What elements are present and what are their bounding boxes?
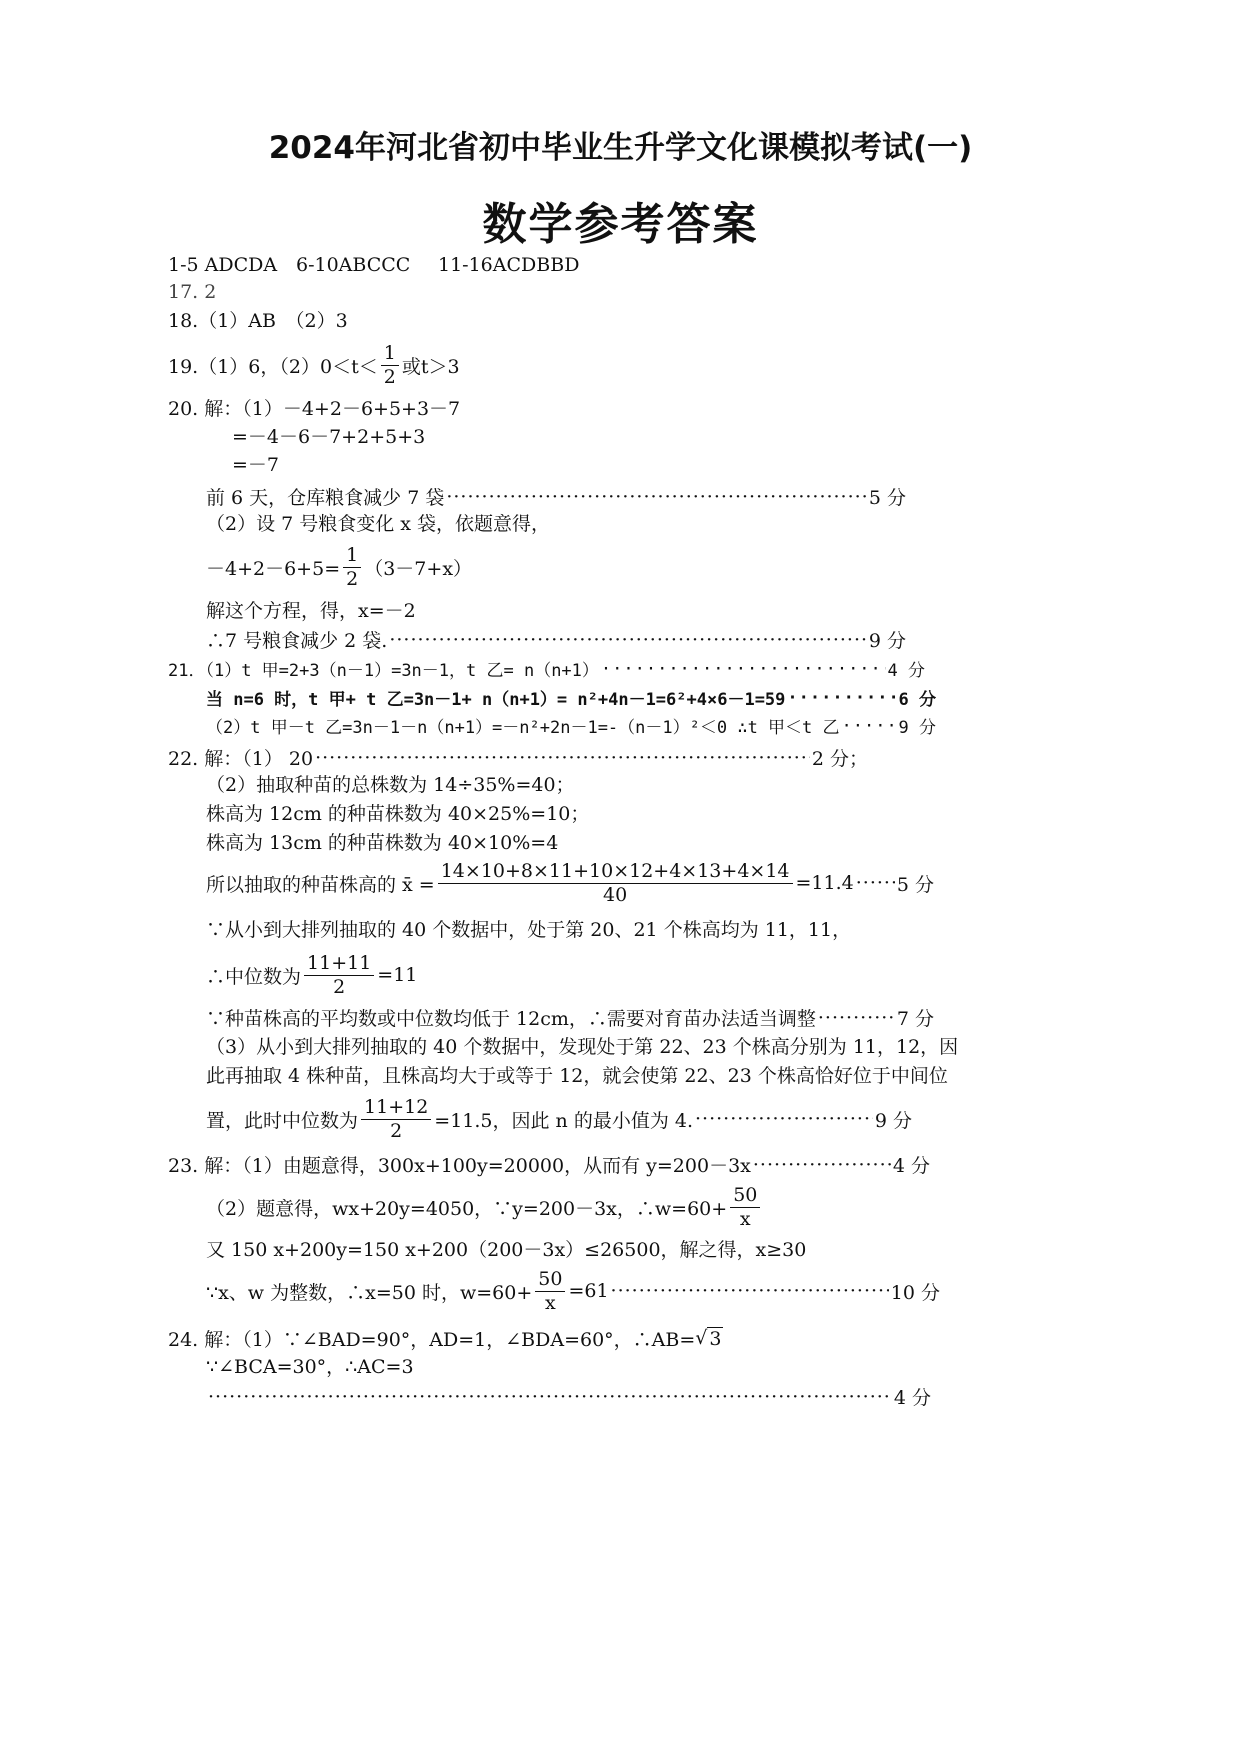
- q22-line-1: [168, 744, 868, 771]
- q22-mean-result: =11.4: [795, 872, 854, 895]
- q24-line-1-text: 24. 解：（1）∵∠BAD=90°，AD=1，∠BDA=60°，∴AB=: [168, 1329, 696, 1351]
- q20-line-6-left: －4+2－6+5=: [206, 557, 341, 580]
- q20-line-4-text: 前 6 天，仓库粮食减少 7 袋: [206, 487, 445, 509]
- fraction: [381, 342, 399, 389]
- numerator: 1: [343, 544, 361, 568]
- answer-19-part-b: 或t＞3: [401, 355, 460, 378]
- q24-line-3: [206, 1383, 931, 1410]
- q22-line-10: 此再抽取 4 株种苗，且株高均大于或等于 12，就会使第 22、23 个株高恰好位于中间位: [206, 1065, 948, 1087]
- q20-line-6-right: （3－7+x）: [364, 557, 473, 580]
- answer-19: [168, 342, 460, 389]
- leader-dots: [842, 716, 897, 736]
- q23-line-4-left: ∵x、w 为整数，∴x=50 时，w=60+: [206, 1281, 533, 1304]
- exam-title: 2024年河北省初中毕业生升学文化课模拟考试(一): [268, 130, 973, 166]
- q22-line-11: [206, 1096, 912, 1143]
- fraction: [304, 952, 374, 999]
- denominator: 2: [333, 975, 346, 998]
- score: 4 分: [892, 1155, 930, 1177]
- q20-line-3: =－7: [232, 454, 280, 476]
- denominator: x: [739, 1207, 751, 1230]
- q22-line-6: ∵从小到大排列抽取的 40 个数据中，处于第 20、21 个株高均为 11，11，: [206, 919, 852, 941]
- q23-line-3: 又 150 x+200y=150 x+200（200－3x）≤26500，解之得，x≥30: [206, 1239, 807, 1261]
- q21-line-1-text: 21．（1）t 甲=2+3（n－1）=3n－1，t 乙= n（n+1）: [168, 661, 599, 681]
- q21-line-3-text: （2）t 甲－t 乙=3n－1－n（n+1）=－n²+2n－1=-（n－1）²＜0 ∴t 甲＜t 乙: [206, 718, 840, 738]
- score: 10 分: [890, 1281, 940, 1304]
- q24-line-2: ∵∠BCA=30°，∴AC=3: [206, 1356, 414, 1378]
- sqrt-symbol: √ 3: [695, 1327, 722, 1350]
- q22-line-1-text: 22. 解：（1） 20: [168, 748, 314, 770]
- fraction: [438, 860, 793, 907]
- numerator: 50: [730, 1184, 760, 1208]
- q24-line-1: [168, 1325, 723, 1352]
- q20-line-4: [206, 483, 906, 510]
- score: 9 分: [868, 630, 906, 652]
- q22-mean-label: 所以抽取的种苗株高的 x̄ =: [206, 873, 435, 896]
- score: 6 分: [898, 690, 936, 710]
- leader-dots: [446, 486, 867, 508]
- numerator: 1: [381, 342, 399, 366]
- q23-line-1-text: 23. 解：（1）由题意得，300x+100y=20000，从而有 y=200－3x: [168, 1155, 751, 1177]
- q22-line-8-text: ∵种苗株高的平均数或中位数均低于 12cm，∴需要对育苗办法适当调整: [206, 1008, 816, 1030]
- fraction: [535, 1268, 565, 1315]
- leader-dots: [787, 688, 896, 708]
- q22-line-2: （2）抽取种苗的总株数为 14÷35%=40；: [206, 774, 575, 796]
- score: 9 分: [874, 1109, 912, 1132]
- numerator: 11+12: [361, 1096, 431, 1120]
- leader-dots: [389, 629, 867, 651]
- q21-line-1: [168, 656, 925, 681]
- q23-line-4: [206, 1268, 940, 1315]
- q23-line-2-text: （2）题意得，wx+20y=4050，∵y=200－3x，∴w=60+: [206, 1197, 728, 1220]
- q20-line-6: [206, 544, 472, 591]
- fraction: [730, 1184, 760, 1231]
- q23-line-2: [206, 1184, 763, 1231]
- leader-dots: [601, 659, 886, 679]
- score: 4 分: [893, 1387, 931, 1409]
- score: 7 分: [896, 1008, 934, 1030]
- answer-17: 17. 2: [168, 281, 217, 303]
- answer-title: 数学参考答案: [482, 199, 759, 250]
- q22-line-5: [206, 860, 934, 907]
- mc-group-2: 6-10ABCCC: [296, 254, 411, 276]
- fraction: [361, 1096, 431, 1143]
- leader-dots: [611, 1280, 889, 1302]
- leader-dots: [208, 1386, 892, 1408]
- q22-line-11-left: 置，此时中位数为: [206, 1109, 359, 1132]
- leader-dots: [856, 872, 895, 894]
- q22-line-8: [206, 1004, 934, 1031]
- q23-line-1: [168, 1151, 930, 1178]
- answer-18: 18.（1）AB （2）3: [168, 310, 348, 332]
- leader-dots: [753, 1154, 891, 1176]
- score: 5 分: [868, 487, 906, 509]
- numerator: 11+11: [304, 952, 374, 976]
- leader-dots: [695, 1108, 873, 1130]
- q21-line-2-text: 当 n=6 时，t 甲+ t 乙=3n－1+ n（n+1）= n²+4n－1=6²+4×6－1=59: [206, 690, 786, 710]
- q22-median-result: =11: [377, 964, 418, 987]
- numerator: 14×10+8×11+10×12+4×13+4×14: [438, 860, 793, 884]
- score: 5 分: [896, 873, 934, 896]
- q23-line-4-right: =61: [568, 1280, 609, 1303]
- q20-line-8-text: ∴7 号粮食减少 2 袋.: [206, 630, 388, 652]
- q20-line-7: 解这个方程，得，x=－2: [206, 600, 416, 622]
- q20-line-1: 20. 解：（1）－4+2－6+5+3－7: [168, 398, 461, 420]
- q21-line-3: [206, 713, 936, 738]
- radicand: 3: [709, 1328, 722, 1350]
- denominator: x: [544, 1291, 556, 1314]
- denominator: 2: [383, 365, 396, 388]
- fraction: [343, 544, 361, 591]
- score: 4 分: [887, 661, 925, 681]
- denominator: 2: [346, 567, 359, 590]
- q21-line-2: [206, 685, 936, 710]
- score: 9 分: [898, 718, 936, 738]
- q20-line-5: （2）设 7 号粮食变化 x 袋，依题意得，: [206, 513, 551, 535]
- leader-dots: [315, 747, 810, 769]
- q22-line-7: [206, 952, 417, 999]
- leader-dots: [818, 1007, 895, 1029]
- denominator: 2: [390, 1119, 403, 1142]
- q20-line-8: [206, 626, 906, 653]
- denominator: 40: [603, 883, 628, 906]
- numerator: 50: [535, 1268, 565, 1292]
- answer-19-part-a: 19.（1）6，（2）0＜t＜: [168, 355, 378, 378]
- q22-line-3: 株高为 12cm 的种苗株数为 40×25%=10；: [206, 803, 590, 825]
- q22-line-9: （3）从小到大排列抽取的 40 个数据中，发现处于第 22、23 个株高分别为 11，12，因: [206, 1036, 959, 1058]
- q22-median-label: ∴中位数为: [206, 965, 302, 988]
- mc-group-1: 1-5 ADCDA: [168, 254, 278, 276]
- q20-line-2: =－4－6－7+2+5+3: [232, 426, 426, 448]
- mc-group-3: 11-16ACDBBD: [438, 254, 580, 276]
- q22-line-4: 株高为 13cm 的种苗株数为 40×10%=4: [206, 832, 559, 854]
- score: 2 分；: [811, 748, 868, 770]
- q22-line-11-right: =11.5，因此 n 的最小值为 4.: [434, 1109, 694, 1132]
